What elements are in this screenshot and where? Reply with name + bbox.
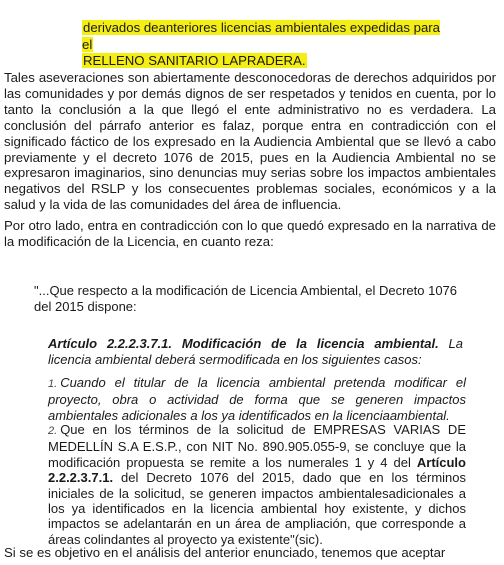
article-heading xyxy=(48,336,463,368)
highlight-line-1: derivados deanteriores licencias ambientales expedidas para el xyxy=(82,20,441,52)
list-item-2-number: 2. xyxy=(48,425,58,437)
article-rest: La licencia ambiental deberá sermodificada en los siguientes casos: xyxy=(48,336,463,367)
highlighted-heading xyxy=(82,20,442,70)
list-item-2-bold-article: Artículo 2.2.2.3.7.1. xyxy=(48,454,466,486)
quote-intro: "...Que respecto a la modificación de Licencia Ambiental, el Decreto 1076 del 2015 dispone: xyxy=(34,283,458,314)
highlight-line-2: RELLENO SANITARIO LAPRADERA. xyxy=(83,53,306,68)
paragraph-1: Tales aseveraciones son abiertamente desconocedoras de derechos adquiridos por las comunidades y por demás dignos de ser respetados y tenidos en cuenta, por lo tanto la conclusión a la que llegó el ente administrativo no es verdadera. La conclusión del párrafo anterior es falaz, porque entra en contradicción con el significado fáctico de los expresado en la Audiencia Ambiental que se llevó a cabo previamente y el decreto 1076 de 2015, pues en la Audiencia Ambiental no se expresaron imaginarios, sino denuncias muy serias sobre los impactos ambientales negativos del RSLP y los consecuentes problemas sociales, económicos y a la salud y la vida de las comunidades del área de influencia. xyxy=(4,70,496,213)
list-item-1 xyxy=(48,375,466,423)
paragraph-4: Si se es objetivo en el análisis del anterior enunciado, tenemos que aceptar xyxy=(4,545,446,560)
list-item-2-text-b: del Decreto 1076 del 2015, dado que en los términos iniciales de la solicitud, se generen impactos ambientalesadicionales a los ya identificados en la licencia ambiental hoy existente, y dichos impactos se adelantarán en un área de ampliación, que corresponde a áreas colindantes al proyecto ya existente"(sic). xyxy=(48,470,466,547)
list-item-2-text-a: Que en los términos de la solicitud de EMPRESAS VARIAS DE MEDELLÍN S.A E.S.P., con NIT No. 890.905.055-9, se concluye que la modificación propuesta se remite a los numerales 1 y 4 del xyxy=(48,422,466,470)
paragraph-2: Por otro lado, entra en contradicción con lo que quedó expresado en la narrativa de la modificación de la Licencia, en cuanto reza: xyxy=(4,218,496,249)
list-item-1-number: 1. xyxy=(48,378,58,390)
list-item-2 xyxy=(48,422,466,547)
list-item-1-text: Cuando el titular de la licencia ambiental pretenda modificar el proyecto, obra o actividad de forma que se generen impactos ambientales adicionales a los ya identificados en la licenciaambiental. xyxy=(48,375,466,423)
article-title: Artículo 2.2.2.3.7.1. Modificación de la licencia ambiental. xyxy=(48,336,439,351)
